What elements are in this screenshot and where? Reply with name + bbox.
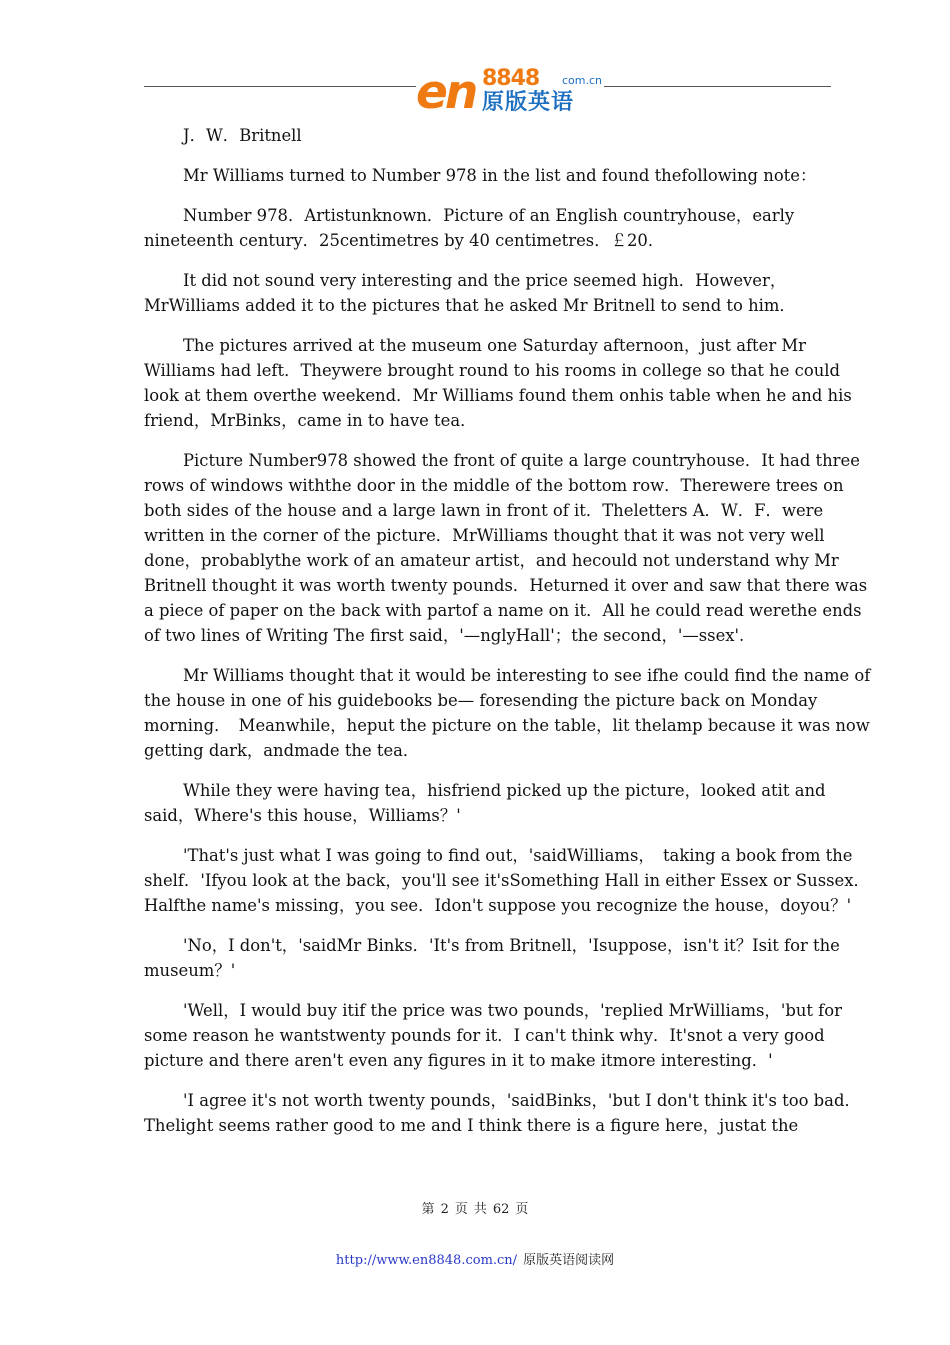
paragraph: 'No，I don't，'saidMr Binks．'It's from Britnell，'Isuppose，isn't it？Isit for the museum？' <box>144 936 840 980</box>
paragraph: 'I agree it's not worth twenty pounds，'saidBinks，'but I don't think it's too bad．Thelight seems rather good to me and I think there is a figure here，justat the <box>144 1091 861 1135</box>
header-rule-left <box>144 86 416 87</box>
paragraph: J．W．Britnell <box>183 126 302 145</box>
page-word: 页 <box>454 1202 468 1217</box>
document-body <box>144 123 876 1153</box>
logo-number: 8848 <box>482 66 540 91</box>
paragraph: While they were having tea，hisfriend picked up the picture，looked atit and said，Where's this house，Williams？' <box>144 781 826 825</box>
footer-source <box>0 1249 950 1268</box>
logo-domain: com.cn <box>562 74 603 87</box>
header-rule-right <box>604 86 831 87</box>
site-logo[interactable] <box>416 67 606 119</box>
paragraph: Mr Williams turned to Number 978 in the list and found thefollowing note： <box>183 166 817 185</box>
paragraph: Picture Number978 showed the front of quite a large countryhouse．It had three rows of windows withthe door in the middle of the bottom row．Therewere trees on both sides of the house and a large lawn in front of it．Theletters A．W．F．were written in the corner of the picture．MrWilliams thought that it was not very well done，probablythe work of an amateur artist，and hecould not understand why Mr Britnell thought it was worth twenty pounds．Heturned it over and saw that there was a piece of paper on the back with partof a name on it．All he could read werethe ends of two lines of Writing The first said，'—nglyHall'；the second，'—ssex'. <box>144 451 868 645</box>
current-page: 2 <box>440 1202 449 1217</box>
paragraph: 'Well，I would buy itif the price was two pounds，'replied MrWilliams，'but for some reason he wantstwenty pounds for it．I can't think why．It'snot a very good picture and there aren't even any figures in it to make itmore interesting．' <box>144 1001 842 1070</box>
page-number <box>0 1198 950 1217</box>
page-suffix: 页 <box>515 1202 529 1217</box>
site-url-link[interactable]: http://www.en8848.com.cn/ <box>335 1253 518 1268</box>
paragraph: 'That's just what I was going to find out，'saidWilliams， taking a book from the shelf．'Ifyou look at the back，you'll see it'sSomething Hall in either Essex or Sussex．Halfthe name's missing，you see．Idon't suppose you recognize the house，doyou？' <box>144 846 870 915</box>
total-word: 共 <box>473 1202 487 1217</box>
site-name: 原版英语阅读网 <box>523 1253 615 1268</box>
logo-en-text: en <box>416 65 476 120</box>
paragraph: Number 978．Artistunknown．Picture of an English countryhouse，early nineteenth century．25centimetres by 40 centimetres．￡20． <box>144 206 795 250</box>
paragraph: The pictures arrived at the museum one Saturday afternoon，just after Mr Williams had left．Theywere brought round to his rooms in college so that he could look at them overthe weekend．Mr Williams found them onhis table when he and his friend，MrBinks，came in to have tea． <box>144 336 852 430</box>
total-pages: 62 <box>492 1202 510 1217</box>
logo-chinese-text: 原版英语 <box>482 90 575 115</box>
paragraph: It did not sound very interesting and the price seemed high．However，MrWilliams added it to the pictures that he asked Mr Britnell to send to him． <box>144 271 796 315</box>
paragraph: Mr Williams thought that it would be interesting to see ifhe could find the name of the house in one of his guidebooks be— foresending the picture back on Monday morning． Meanwhile，heput the picture on the table，lit thelamp because it was now getting dark，andmade the tea． <box>144 666 871 760</box>
page-prefix: 第 <box>421 1202 435 1217</box>
